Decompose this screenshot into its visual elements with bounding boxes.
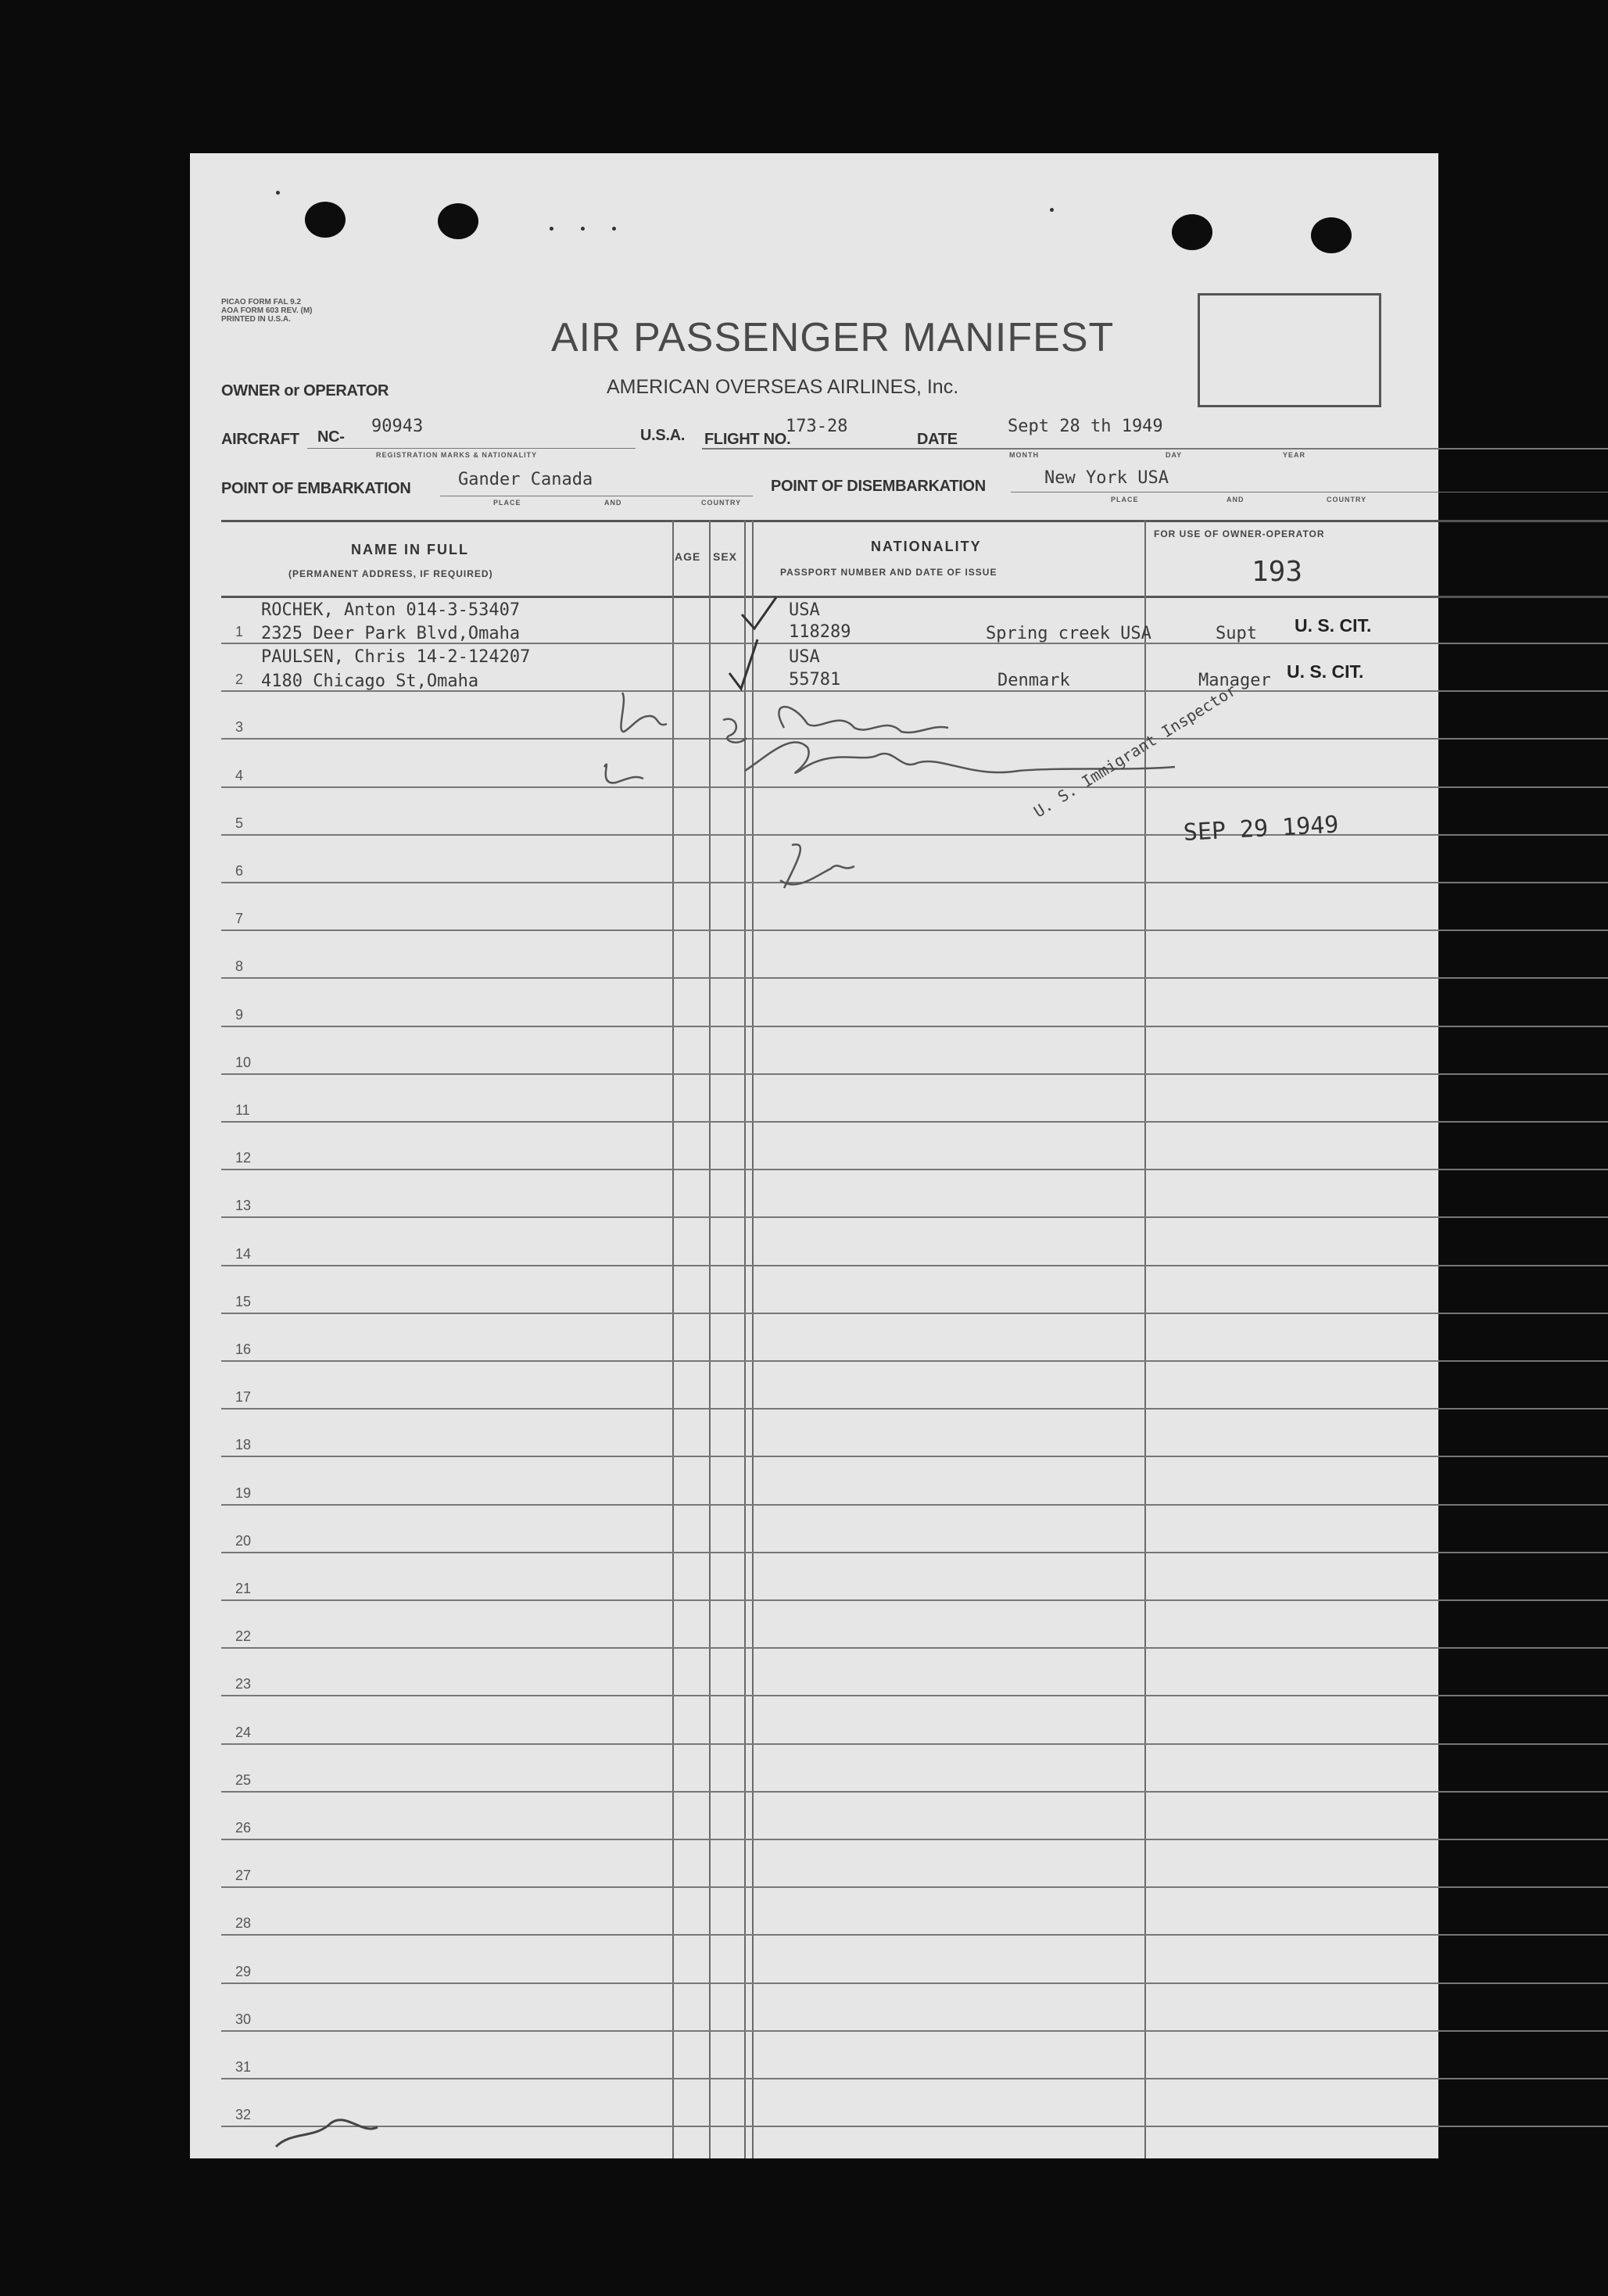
passenger-occupation: Manager: [1198, 671, 1271, 690]
row-number: 10: [235, 1055, 252, 1070]
manifest-number: 193: [1252, 556, 1303, 588]
row-line: [221, 882, 1608, 883]
row-number: 13: [235, 1198, 252, 1213]
row-line: [221, 1408, 1608, 1409]
passenger-passport: 118289: [789, 622, 851, 642]
disembarkation-value: New York USA: [1044, 468, 1169, 488]
row-number: 17: [235, 1389, 252, 1405]
row-line: [221, 1886, 1608, 1888]
row-number: 15: [235, 1294, 252, 1309]
row-line: [221, 1647, 1608, 1649]
name-header: NAME IN FULL: [351, 542, 469, 557]
row-number: 20: [235, 1533, 252, 1549]
row-number: 11: [235, 1102, 250, 1118]
punch-hole: [1172, 214, 1212, 250]
stamp-box: [1198, 293, 1381, 407]
row-line: [221, 1456, 1608, 1457]
row-line: [221, 1265, 1608, 1266]
citizen-stamp: U. S. CIT.: [1295, 615, 1372, 636]
row-line: [221, 977, 1608, 979]
row-line: [221, 1360, 1608, 1362]
row-number: 2: [235, 672, 244, 687]
row-line: [221, 786, 1608, 788]
embarkation-value: Gander Canada: [458, 470, 593, 489]
row-number: 3: [235, 719, 244, 735]
passenger-passport: 55781: [789, 670, 841, 690]
owner-label: OWNER or OPERATOR: [221, 382, 389, 399]
row-line: [221, 2078, 1608, 2079]
sex-header: SEX: [713, 550, 738, 563]
usa-label: U.S.A.: [640, 427, 686, 444]
airline-name: AMERICAN OVERSEAS AIRLINES, Inc.: [607, 376, 959, 398]
row-number: 22: [235, 1628, 252, 1644]
nationality-header: NATIONALITY: [871, 539, 982, 554]
flight-date: Sept 28 th 1949: [1008, 417, 1163, 436]
row-number: 21: [235, 1581, 252, 1596]
row-line: [221, 2126, 1608, 2127]
row-number: 14: [235, 1246, 252, 1262]
inspector-stamp: U. S. Immigrant Inspector: [1030, 680, 1241, 822]
row-line: [221, 1169, 1608, 1170]
row-number: 5: [235, 815, 244, 831]
passenger-address: 4180 Chicago St,Omaha: [261, 672, 479, 691]
date-label: DATE: [917, 431, 958, 448]
disembarkation-label: POINT OF DISEMBARKATION: [771, 478, 986, 495]
row-line: [221, 1983, 1608, 1984]
row-number: 7: [235, 911, 244, 926]
aircraft-label: AIRCRAFT: [221, 431, 299, 448]
row-number: 30: [235, 2011, 252, 2027]
aircraft-number: 90943: [371, 417, 424, 436]
row-number: 24: [235, 1725, 252, 1740]
passenger-name: ROCHEK, Anton 014-3-53407: [261, 600, 521, 620]
flight-number: 173-28: [786, 417, 848, 436]
row-number: 18: [235, 1437, 252, 1452]
row-line: [221, 1026, 1608, 1027]
punch-hole: [1311, 217, 1352, 253]
row-number: 31: [235, 2059, 252, 2075]
row-line: [221, 1743, 1608, 1745]
row-line: [221, 1121, 1608, 1123]
row-line: [221, 1313, 1608, 1314]
row-line: [221, 1695, 1608, 1696]
row-number: 16: [235, 1341, 252, 1357]
punch-hole: [305, 202, 346, 238]
row-number: 19: [235, 1485, 252, 1501]
row-line: [221, 1791, 1608, 1793]
passenger-address: 2325 Deer Park Blvd,Omaha: [261, 624, 521, 643]
flight-label: FLIGHT NO.: [704, 431, 791, 448]
row-line: [221, 1552, 1608, 1553]
day-caption: DAY: [1166, 451, 1183, 459]
reg-caption: REGISTRATION MARKS & NATIONALITY: [376, 451, 538, 459]
row-number: 23: [235, 1676, 252, 1692]
row-line: [221, 738, 1608, 740]
row-number: 25: [235, 1772, 252, 1788]
row-number: 27: [235, 1868, 252, 1883]
nationality-subheader: PASSPORT NUMBER AND DATE OF ISSUE: [780, 567, 997, 578]
row-number: 6: [235, 863, 244, 879]
row-number: 28: [235, 1915, 252, 1931]
aircraft-prefix: NC-: [317, 428, 345, 446]
row-number: 29: [235, 1964, 252, 1979]
year-caption: YEAR: [1283, 451, 1306, 459]
row-number: 1: [235, 624, 244, 639]
row-line: [221, 2030, 1608, 2032]
row-line: [221, 1839, 1608, 1840]
passenger-nationality: USA: [789, 647, 820, 667]
row-line: [221, 1504, 1608, 1506]
passenger-name: PAULSEN, Chris 14-2-124207: [261, 647, 531, 667]
passenger-place: Spring creek USA: [986, 624, 1151, 643]
row-line: [221, 1599, 1608, 1601]
passenger-nationality: USA: [789, 600, 820, 620]
name-subheader: (PERMANENT ADDRESS, IF REQUIRED): [288, 568, 493, 579]
citizen-stamp: U. S. CIT.: [1287, 661, 1364, 682]
owner-use-header: FOR USE OF OWNER-OPERATOR: [1154, 528, 1325, 539]
row-number: 8: [235, 958, 244, 974]
form-number: PICAO FORM FAL 9.2 AOA FORM 603 REV. (M) PRINTED IN U.S.A.: [221, 298, 313, 324]
row-line: [221, 1934, 1608, 1936]
passenger-place: Denmark: [997, 671, 1070, 690]
row-number: 32: [235, 2107, 252, 2122]
embarkation-label: POINT OF EMBARKATION: [221, 480, 411, 497]
punch-hole: [438, 203, 478, 239]
manifest-sheet: PICAO FORM FAL 9.2 AOA FORM 603 REV. (M) PRINTED IN U.S.A. AIR PASSENGER MANIFEST OWNER or OPERATOR AMERICAN OVERSEAS AIRLINES, Inc. AIRCRAFT NC- 90943 REGISTRATION MARKS & NATIONALITY U.S.A. FLIGHT NO. 173-28 DATE Sept 28 th 1949 MONTH DAY YEAR POINT OF EMBARKATION Gander Canada PLACE AND COUNTRY POINT OF DISEMBARKATION New York USA PLACE AND COUNTRY NAME IN FULL (PERMANENT ADDRESS, IF REQUIRED) AGE SEX NATIONALITY PASSPORT NUMBER AND DATE OF ISSUE FOR USE OF OWNER-OPERATOR 193 1 2 3 4 5 6 7 8 9 10 11 12 13 14 15 16 17 18 19 20 21 22 23 24 25 26 27 28 29 30 31 32 ROCHEK, Anton 014-3-53407 2325 Deer Park Blvd,Omaha USA 118289 Spring creek USA Supt U. S. CIT. PAULSEN, Chris 14-2-124207 4180 Chicago St,Omaha USA 55781 Denmark Manager U. S. CIT. U. S. Immigrant Inspector SEP 29 1949: [190, 153, 1438, 2158]
row-line: [221, 834, 1608, 836]
row-line: [221, 1073, 1608, 1075]
row-number: 4: [235, 768, 244, 783]
age-header: AGE: [675, 550, 701, 563]
passenger-occupation: Supt: [1216, 624, 1257, 643]
page-title: AIR PASSENGER MANIFEST: [551, 315, 1115, 360]
row-line: [221, 930, 1608, 931]
stamp-date: SEP 29 1949: [1183, 811, 1340, 847]
row-number: 12: [235, 1150, 252, 1166]
row-line: [221, 1216, 1608, 1218]
month-caption: MONTH: [1009, 451, 1039, 459]
row-number: 9: [235, 1007, 244, 1023]
row-number: 26: [235, 1820, 252, 1836]
